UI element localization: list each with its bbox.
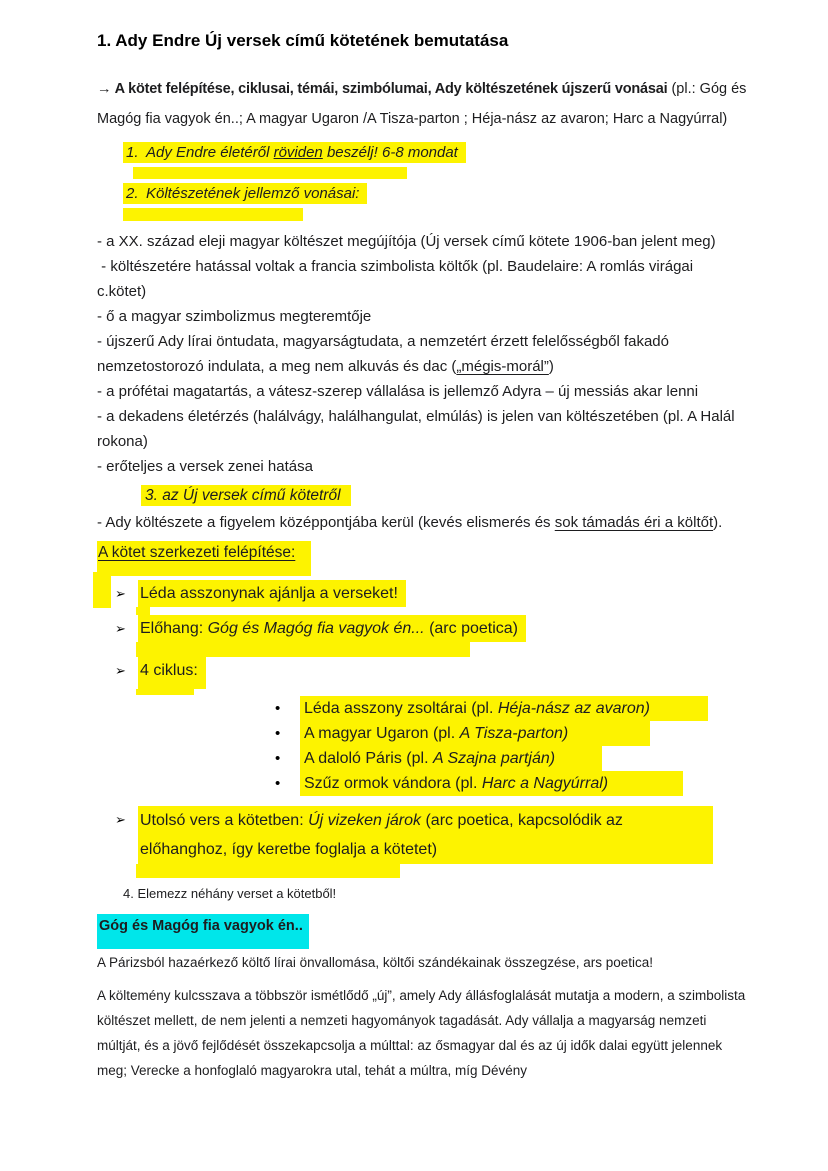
task-item-4: 4. Elemezz néhány verset a kötetből! [123, 886, 337, 901]
task-2-text: Költészetének jellemző vonásai: [146, 185, 360, 202]
cycle-1-text [300, 696, 708, 721]
feature-list [97, 229, 748, 479]
reception-paragraph [97, 510, 745, 535]
arrow-bullet-icon: ➢ [115, 621, 126, 636]
cycle-3-poem-title: A Szajna partján) [432, 750, 556, 767]
dedication-text: Léda asszonynak ajánlja a verseket! [138, 580, 406, 607]
task-3-highlight: 3. az Új versek című kötetről [141, 485, 351, 506]
arrow-bullet-icon: ➢ [115, 586, 126, 601]
cycle-list [275, 696, 748, 796]
reception-underline: sok támadás éri a költőt [554, 514, 714, 531]
intro-bold-text: → A kötet felépítése, ciklusai, témái, szimbólumai, Ady költészetének újszerű vonásai [97, 81, 668, 97]
highlight-stub [136, 607, 150, 615]
last-poem-title: Új vizeken járok [308, 812, 422, 829]
structure-heading-text: A kötet szerkezeti felépítése: [98, 544, 296, 561]
cycle-4-poem-title: Harc a Nagyúrral) [481, 775, 609, 792]
last-poem-text [138, 806, 713, 864]
task-2-number: 2. [126, 185, 139, 202]
poem-analysis-paragraph: A költemény kulcsszava a többször ismétlődő „új”, amely Ady állásfoglalását mutatja a modern, a szimbolista költészet mellett, de nem jelenti a nemzeti hagyományok tagadását. Ady vállalja a magyarság nemzeti múltját, és a jövő fejlődését összekapcsolja a múlttal: az ősmagyar dal és az új idők dalai együtt jelennek meg; Verecke a honfoglaló magyarokra utal, tehát a múltra, míg Dévény [97, 988, 746, 1078]
cycle-2-poem-title: A Tisza-parton) [459, 725, 569, 742]
cycle-3-pre: A daloló Páris (pl. [304, 750, 433, 767]
bullet-dot-icon: • [275, 750, 281, 767]
highlight-stub [136, 689, 194, 695]
task-1-highlight [123, 142, 466, 163]
feature-line-1: - a XX. század eleji magyar költészet megújítója (Új versek című kötete 1906-ban jelent meg) [97, 233, 716, 250]
poem-title-heading [97, 914, 748, 949]
feature-line-4-post: ) [548, 358, 554, 375]
bullet-item-dedication [115, 580, 748, 607]
highlight-stub [93, 572, 111, 608]
task-item-3 [141, 484, 748, 508]
task-2-highlight [123, 183, 367, 204]
prologue-pre: Előhang: [140, 620, 208, 637]
task-item-2 [123, 183, 748, 205]
bullet-dot-icon: • [275, 725, 281, 742]
task-1-text-post: beszélj! 6-8 mondat [322, 144, 458, 161]
highlight-stub [136, 864, 400, 878]
feature-line-6: - a dekadens életérzés (halálvágy, halálhangulat, elmúlás) is jelen van költészetében (pl. A Halál rokona) [97, 408, 739, 450]
cycle-item-2 [275, 721, 748, 746]
feature-line-2: - költészetére hatással voltak a francia szimbolista költők (pl. Baudelaire: A romlás virágai c.kötet) [97, 258, 698, 300]
bullet-dot-icon: • [275, 700, 281, 717]
feature-line-4 [97, 329, 745, 379]
feature-line-3: - ő a magyar szimbolizmus megteremtője [97, 308, 372, 325]
feature-line-5: - a prófétai magatartás, a vátesz-szerep vállalása is jellemző Adyra – új messiás akar lenni [97, 383, 699, 400]
feature-line-7: - erőteljes a versek zenei hatása [97, 458, 313, 475]
cycle-4-pre: Szűz ormok vándora (pl. [304, 775, 482, 792]
cycle-2-text [300, 721, 650, 746]
feature-line-4-pre: - újszerű Ady lírai öntudata, magyarságtudata, a nemzetért érzett felelősségből fakadó nemzetostorozó indulata, a meg nem alkuvás és dac ( [97, 333, 674, 375]
bullet-item-last-poem [115, 806, 748, 864]
cycle-item-3 [275, 746, 748, 771]
task-item-1 [123, 142, 748, 164]
bullet-dot-icon: • [275, 775, 281, 792]
highlight-stub [133, 167, 407, 179]
intro-plain-text: (pl.: Góg és Magóg fia vagyok én..; A magyar Ugaron /A Tisza-parton ; Héja-nász az avaron; Harc a Nagyúrral) [97, 81, 747, 127]
cycle-2-pre: A magyar Ugaron (pl. [304, 725, 460, 742]
last-poem-post: (arc poetica, kapcsolódik az előhanghoz, így keretbe foglalja a kötetet) [140, 812, 623, 858]
cycle-item-1 [275, 696, 748, 721]
cycle-3-text [300, 746, 602, 771]
last-poem-pre: Utolsó vers a kötetben: [140, 812, 309, 829]
structure-bullet-list [115, 580, 748, 878]
arrow-bullet-icon: ➢ [115, 663, 126, 678]
prologue-post: (arc poetica) [424, 620, 518, 637]
highlight-stub [123, 208, 303, 221]
task-1-number: 1. [126, 144, 139, 161]
bullet-item-cycles-label [115, 657, 748, 689]
intro-paragraph [97, 74, 748, 134]
cycle-1-poem-title: Héja-nász az avaron) [497, 700, 650, 717]
prologue-text [138, 615, 526, 642]
arrow-bullet-icon: ➢ [115, 812, 126, 827]
poem-intro-line: A Párizsból hazaérkező költő lírai önvallomása, költői szándékainak összegzése, ars poetica! [97, 955, 654, 970]
structure-heading-highlight [97, 541, 311, 576]
prologue-poem-title: Góg és Magóg fia vagyok én... [207, 620, 425, 637]
cycle-item-4 [275, 771, 748, 796]
structure-heading [97, 541, 748, 576]
task-1-underlined-word: röviden [273, 144, 323, 161]
reception-pre: - Ady költészete a figyelem középpontjába kerül (kevés elismerés és [97, 514, 555, 531]
feature-line-4-underline: „mégis-morál” [456, 358, 549, 375]
poem-title-highlight: Góg és Magóg fia vagyok én.. [97, 914, 309, 949]
cycle-1-pre: Léda asszony zsoltárai (pl. [304, 700, 498, 717]
page-title: 1. Ady Endre Új versek című kötetének bemutatása [97, 31, 509, 50]
highlight-stub [136, 642, 470, 657]
reception-post: ). [713, 514, 723, 531]
bullet-item-prologue [115, 615, 748, 642]
cycles-label-text: 4 ciklus: [138, 657, 206, 689]
cycle-4-text [300, 771, 683, 796]
task-1-text-pre: Ady Endre életéről [146, 144, 274, 161]
